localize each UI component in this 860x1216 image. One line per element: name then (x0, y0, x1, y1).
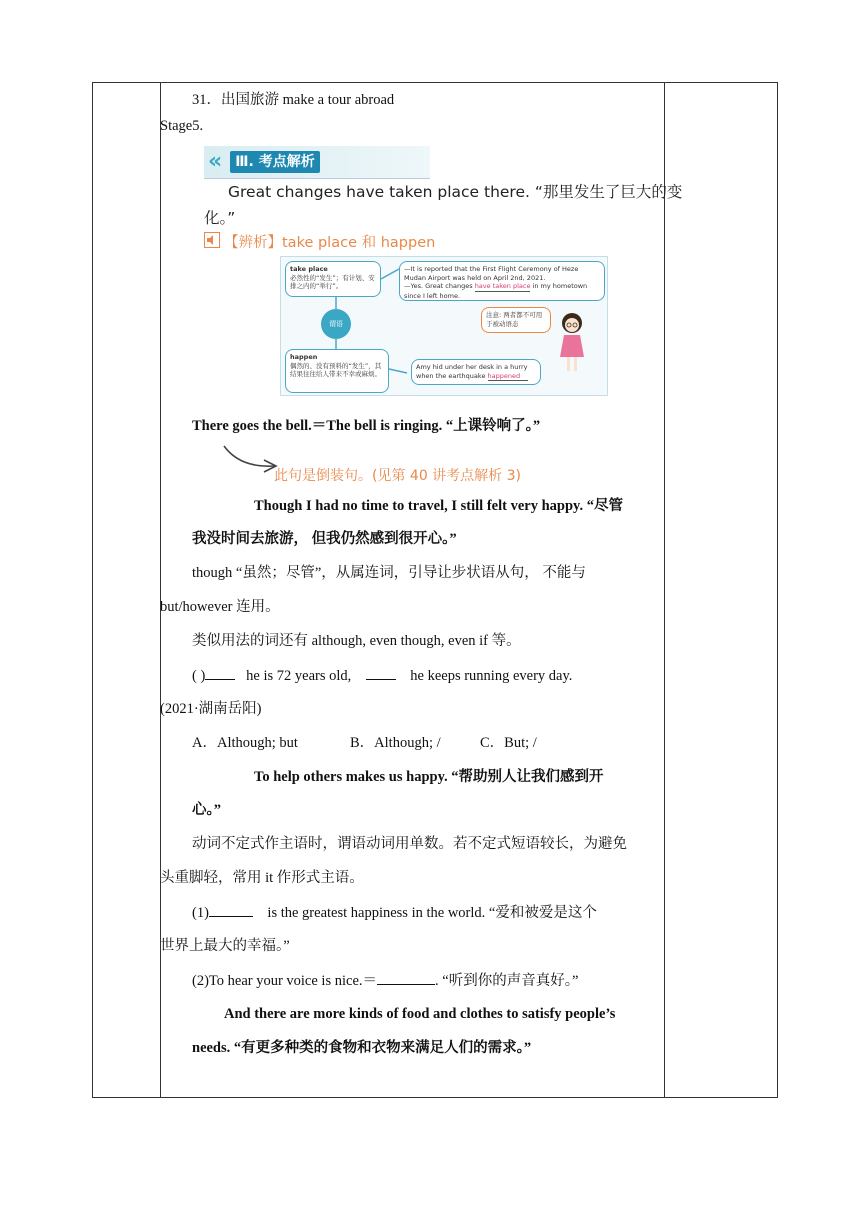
note-bubble: 注意: 两者都不可用于被动语态 (481, 307, 551, 333)
girl-figure (557, 311, 587, 375)
though-explanation: though “虽然；尽管”，从属连词，引导让步状语从句， 不能与 (192, 565, 586, 581)
exercise-1 (192, 902, 597, 923)
exercise-1-text: is the greatest happiness in the world. “爱和被爱是这个 (267, 905, 597, 921)
happen-title: happen (290, 353, 318, 361)
option-c: C．But; / (480, 735, 537, 751)
key-sentence-help-cont: 心。” (192, 802, 221, 818)
example-2-pre: Amy hid under her desk in a hurry when the earthquake (416, 363, 528, 380)
column-divider (664, 83, 665, 1097)
blank-1 (205, 665, 235, 680)
similar-words: 类似用法的词还有 although, even though, even if 等。 (192, 633, 521, 649)
speaker-icon (204, 232, 220, 248)
key-sentence-cont: 化。” (204, 209, 236, 227)
option-b: B．Although; / (350, 735, 441, 751)
infinitive-explanation-cont: 头重脚轻，常用 it 作形式主语。 (160, 870, 364, 886)
example-2-answer: happened (488, 372, 528, 382)
key-sentence-though-cont: 我没时间去旅游， 但我仍然感到很开心。” (192, 531, 457, 547)
happen-desc: 偶然的、没有预料的“发生”，其结果往往给人带来不幸或麻烦。 (290, 361, 382, 378)
exercise-1-num: (1) (192, 905, 209, 921)
exercise-question (192, 665, 572, 686)
exercise-2-text: (2)To hear your voice is nice.＝ (192, 973, 378, 989)
key-sentence: Great changes have taken place there. “那里发生了巨大的变 (228, 183, 683, 201)
example-bubble-1 (399, 261, 605, 301)
stage-label: Stage5. (160, 118, 204, 134)
curved-arrow-icon (222, 442, 278, 474)
question-mid: he is 72 years old, (246, 668, 352, 684)
blank-3 (209, 902, 253, 917)
comparison-diagram (280, 256, 608, 396)
example-bubble-2 (411, 359, 541, 385)
blank-2 (366, 665, 396, 680)
take-place-desc: 必然性的“发生”；有计划、安排之内的“举行”。 (290, 273, 375, 290)
exercise-2 (192, 970, 578, 991)
comparison-heading: 【辨析】take place 和 happen (224, 235, 436, 251)
though-explanation-cont: but/however 连用。 (160, 599, 280, 615)
example-1b-answer: have taken place (474, 282, 531, 290)
key-sentence-food: And there are more kinds of food and clothes to satisfy people’s (224, 1006, 616, 1022)
key-sentence-help: To help others makes us happy. “帮助别人让我们感到开 (254, 769, 604, 785)
inversion-note: 此句是倒装句。(见第 40 讲考点解析 3) (274, 468, 521, 484)
blank-4 (377, 970, 435, 985)
section-tag: Ⅲ. 考点解析 (230, 151, 320, 173)
example-1a: —It is reported that the First Flight Ceremony of Heze Mudan Airport was held on April 2nd, 2021. (404, 265, 579, 282)
take-place-title: take place (290, 265, 328, 273)
exercise-2-post: . “听到你的声音真好。” (435, 973, 579, 989)
infinitive-explanation: 动词不定式作主语时，谓语动词用单数。若不定式短语较长，为避免 (192, 836, 627, 852)
section-header (204, 146, 430, 179)
exercise-source: (2021·湖南岳阳) (160, 701, 262, 717)
example-1b-pre: —Yes. Great changes (404, 282, 473, 290)
option-a: A．Although; but (192, 735, 298, 751)
double-chevron-icon: « (208, 149, 223, 174)
question-end: he keeps running every day. (410, 668, 573, 684)
vocab-line: 31．出国旅游 make a tour abroad (192, 92, 395, 108)
lesson-content (160, 82, 683, 1098)
example-1b-post: in my hometown since I left home. (404, 282, 588, 300)
predicate-node: 谓语 (321, 309, 351, 339)
answer-paren: ( ) (192, 668, 206, 684)
key-sentence-food-cont: needs. “有更多种类的食物和衣物来满足人们的需求。” (192, 1040, 532, 1056)
key-sentence-bell: There goes the bell.＝The bell is ringing. “上课铃响了。” (192, 418, 541, 434)
exercise-1-cont: 世界上最大的幸福。” (160, 938, 290, 954)
key-sentence-though: Though I had no time to travel, I still felt very happy. “尽管 (254, 498, 623, 514)
